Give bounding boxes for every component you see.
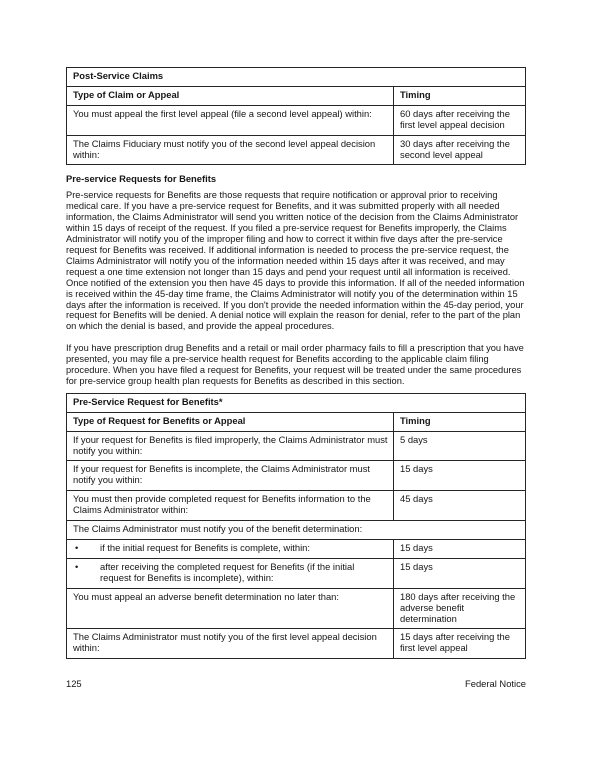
- request-type-cell: If your request for Benefits is incomplete, the Claims Administrator must notify you within:: [67, 461, 394, 491]
- paragraph-pre-service-details: Pre-service requests for Benefits are those requests that require notification or approval prior to receiving medical care. If you have a pre-service request for Benefits, and it was submitted properly with all needed information, the Claims Administrator will send you written notice of the decision from the Claims Administrator within 15 days of receipt of the request. If you filed a pre-service request for Benefits improperly, the Claims Administrator will notify you of the improper filing and how to correct it within five days after the pre-service request for Benefits was received. If additional information is needed to process the pre-service request, the Claims Administrator will notify you of the information needed within 15 days after it was received, and may request a one time extension not longer than 15 days and pend your request until all information is received. Once notified of the extension you then have 45 days to provide this information. If all of the needed information is received within the 45-day time frame, the Claims Administrator will notify you of the determination within 15 days after the information is received. If you don't provide the needed information within the 45-day period, your request for Benefits will be denied. A denial notice will explain the reason for denial, refer to the part of the plan on which the denial is based, and provide the appeal procedures.: [66, 190, 525, 332]
- page-footer: [66, 678, 526, 689]
- bullet-item-text: if the initial request for Benefits is complete, within:: [100, 542, 310, 553]
- timing-cell: 15 days: [394, 558, 526, 588]
- column-header-type: Type of Claim or Appeal: [67, 86, 394, 105]
- timing-cell: 30 days after receiving the second level appeal: [394, 135, 526, 165]
- section-heading: Pre-service Requests for Benefits: [66, 173, 217, 185]
- timing-cell: 180 days after receiving the adverse benefit determination: [394, 588, 526, 629]
- table-row-bullet: [67, 540, 526, 559]
- table-title-row: [67, 393, 526, 412]
- request-type-cell: You must then provide completed request for Benefits information to the Claims Administrator within:: [67, 491, 394, 521]
- request-type-cell: [67, 558, 394, 588]
- request-type-cell: The Claims Administrator must notify you of the first level appeal decision within:: [67, 629, 394, 659]
- table-row: [67, 135, 526, 165]
- timing-cell: 15 days after receiving the first level appeal: [394, 629, 526, 659]
- table-row: [67, 105, 526, 135]
- page-content: [66, 67, 526, 689]
- table-header-row: [67, 86, 526, 105]
- table-row: [67, 491, 526, 521]
- timing-cell: 5 days: [394, 431, 526, 461]
- claim-type-cell: The Claims Fiduciary must notify you of the second level appeal decision within:: [67, 135, 394, 165]
- column-header-timing: Timing: [394, 412, 526, 431]
- table-row: [67, 461, 526, 491]
- table-title: Post-Service Claims: [67, 68, 526, 87]
- table-title: Pre-Service Request for Benefits*: [67, 393, 526, 412]
- paragraph-prescription-drug: If you have prescription drug Benefits and a retail or mail order pharmacy fails to fill a prescription that you have presented, you may file a pre-service health request for Benefits according to the applicable claim filing procedure. When you have filed a request for Benefits, your request will be treated under the same procedures for pre-service group health plan requests for Benefits as described in this section.: [66, 343, 524, 386]
- post-service-claims-table: [66, 67, 526, 165]
- bullet-icon: •: [75, 560, 79, 572]
- bullet-item-text: after receiving the completed request for Benefits (if the initial request for Benefits is incomplete), within:: [100, 560, 355, 583]
- table-row: [67, 588, 526, 629]
- table-row: [67, 431, 526, 461]
- page-number: 125: [66, 678, 82, 690]
- pre-service-benefits-table: [66, 393, 526, 659]
- table-row: [67, 629, 526, 659]
- timing-cell: 60 days after receiving the first level appeal decision: [394, 105, 526, 135]
- determination-intro-cell: The Claims Administrator must notify you of the benefit determination:: [67, 521, 526, 540]
- timing-cell: 15 days: [394, 540, 526, 559]
- timing-cell: 45 days: [394, 491, 526, 521]
- timing-cell: 15 days: [394, 461, 526, 491]
- request-type-cell: You must appeal an adverse benefit determination no later than:: [67, 588, 394, 629]
- column-header-timing: Timing: [394, 86, 526, 105]
- table-header-row: [67, 412, 526, 431]
- request-type-cell: [67, 540, 394, 559]
- table-title-row: [67, 68, 526, 87]
- request-type-cell: If your request for Benefits is filed improperly, the Claims Administrator must notify you within:: [67, 431, 394, 461]
- footer-label: Federal Notice: [465, 678, 526, 690]
- claim-type-cell: You must appeal the first level appeal (file a second level appeal) within:: [67, 105, 394, 135]
- bullet-icon: •: [75, 542, 79, 553]
- table-row-full-width: [67, 521, 526, 540]
- column-header-type: Type of Request for Benefits or Appeal: [67, 412, 394, 431]
- table-row-bullet: [67, 558, 526, 588]
